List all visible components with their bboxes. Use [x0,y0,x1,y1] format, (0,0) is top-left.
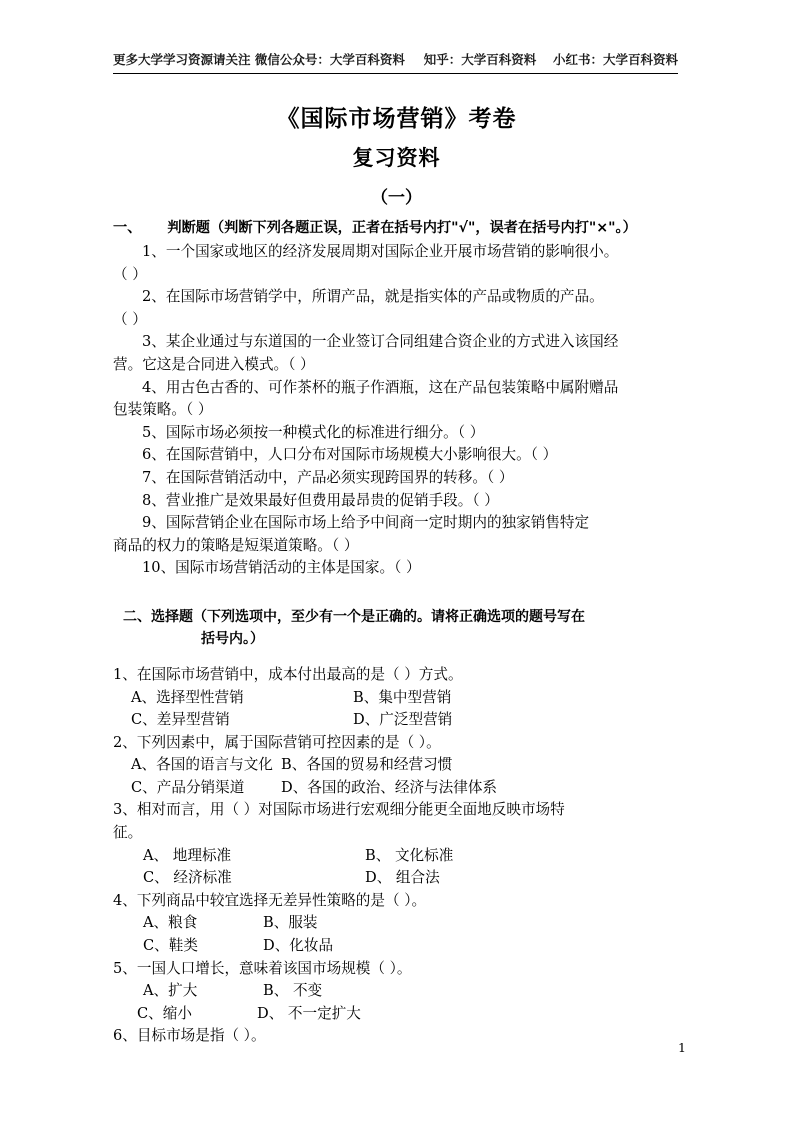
tf-question: 4、用古色古香的、可作茶杯的瓶子作酒瓶，这在产品包装策略中属附赠品 [142,378,619,396]
mc-option-row [113,912,681,935]
mc-option-b[interactable]: B、 文化标准 [365,846,454,864]
mc-option-row [113,845,681,868]
section1-heading [113,218,681,239]
header-wechat: 更多大学学习资源请关注 微信公众号：大学百科资料 [113,52,405,67]
running-header [113,50,678,74]
mc-option-b[interactable]: B、各国的贸易和经营习惯 [281,756,453,774]
mc-option-c[interactable]: C、差异型营销 [131,711,230,729]
mc-option-d[interactable]: D、化妆品 [263,937,334,955]
tf-question-cont: 包装策略。（ ） [113,401,213,419]
tf-question-cont: 营。它这是合同进入模式。（ ） [113,355,315,373]
part-number: （一） [371,188,422,208]
page-number: 1 [678,1040,686,1055]
mc-option-d[interactable]: D、各国的政治、经济与法律体系 [281,778,498,796]
mc-option-a[interactable]: A、 地理标准 [143,846,232,864]
mc-option-c[interactable]: C、 经济标准 [143,869,232,887]
mc-option-row [113,935,681,958]
mc-option-c[interactable]: C、鞋类 [143,937,198,955]
tf-question: 6、在国际营销中，人口分布对国际市场规模大小影响很大。（ ） [142,446,558,464]
section1-heading-text: 判断题（判断下列各题正误，正者在括号内打"√"，误者在括号内打"×"。） [167,220,637,236]
mc-option-c[interactable]: C、缩小 [137,1004,192,1022]
mc-question-stem: 5、一国人口增长，意味着该国市场规模（ ）。 [113,959,412,977]
document-body [113,218,681,1048]
mc-option-b[interactable]: B、 不变 [263,982,323,1000]
mc-option-d[interactable]: D、 组合法 [365,869,440,887]
mc-option-c[interactable]: C、产品分销渠道 [131,778,245,796]
mc-question-stem: 3、相对而言，用（ ）对国际市场进行宏观细分能更全面地反映市场特 [113,801,565,819]
tf-question-cont: 商品的权力的策略是短渠道策略。（ ） [113,536,359,554]
header-zhihu: 知乎：大学百科资料 [423,52,537,67]
tf-question: 3、某企业通过与东道国的一企业签订合同组建合资企业的方式进入该国经 [142,333,619,351]
tf-answer-blank[interactable]: （ ） [113,310,147,328]
tf-question: 2、在国际市场营销学中，所谓产品，就是指实体的产品或物质的产品。 [142,288,604,306]
mc-option-b[interactable]: B、服装 [263,914,318,932]
tf-question: 1、一个国家或地区的经济发展周期对国际企业开展市场营销的影响很小。 [142,243,619,260]
mc-option-d[interactable]: D、 不一定扩大 [257,1004,361,1022]
mc-option-row [113,754,681,777]
mc-question-stem: 1、在国际市场营销中，成本付出最高的是（ ）方式。 [113,665,463,683]
tf-answer-blank[interactable]: （ ） [113,265,147,283]
mc-option-row [113,1003,681,1026]
mc-question-stem: 4、下列商品中较宜选择无差异性策略的是（ ）。 [113,891,427,909]
page-title: 《国际市场营销》考卷 [276,106,517,132]
header-xiaohongshu: 小红书：大学百科资料 [552,52,678,67]
mc-option-row [113,777,681,800]
mc-question-stem: 2、下列因素中，属于国际营销可控因素的是（ ）。 [113,733,441,751]
mc-option-a[interactable]: A、扩大 [143,982,198,1000]
mc-question-stem: 6、目标市场是指（ ）。 [113,1027,266,1045]
tf-question: 9、国际营销企业在国际市场上给予中间商一定时期内的独家销售特定 [142,514,590,532]
section2-heading [113,606,681,650]
tf-question: 7、在国际营销活动中，产品必须实现跨国界的转移。（ ） [142,468,514,486]
tf-question: 5、国际市场必须按一种模式化的标准进行细分。（ ） [142,423,485,441]
section2-heading-line1: 二、选择题（下列选项中，至少有一个是正确的。请将正确选项的题号写在 [123,608,585,625]
section2-heading-line2: 括号内。） [201,630,264,647]
mc-option-a[interactable]: A、粮食 [143,914,198,932]
mc-question-stem-cont: 征。 [113,824,143,842]
mc-option-row [113,709,681,732]
mc-option-row [113,687,681,710]
mc-option-b[interactable]: B、集中型营销 [353,688,452,706]
page-subtitle: 复习资料 [352,146,441,170]
mc-option-a[interactable]: A、选择型性营销 [131,688,244,706]
mc-option-row [113,980,681,1003]
tf-question: 8、营业推广是效果最好但费用最昂贵的促销手段。（ ） [142,491,499,509]
mc-option-a[interactable]: A、各国的语言与文化 [131,756,273,774]
section1-number: 一、 [113,220,142,236]
mc-option-row [113,867,681,890]
tf-question: 10、国际市场营销活动的主体是国家。（ ） [142,559,421,577]
mc-option-d[interactable]: D、广泛型营销 [353,711,453,729]
